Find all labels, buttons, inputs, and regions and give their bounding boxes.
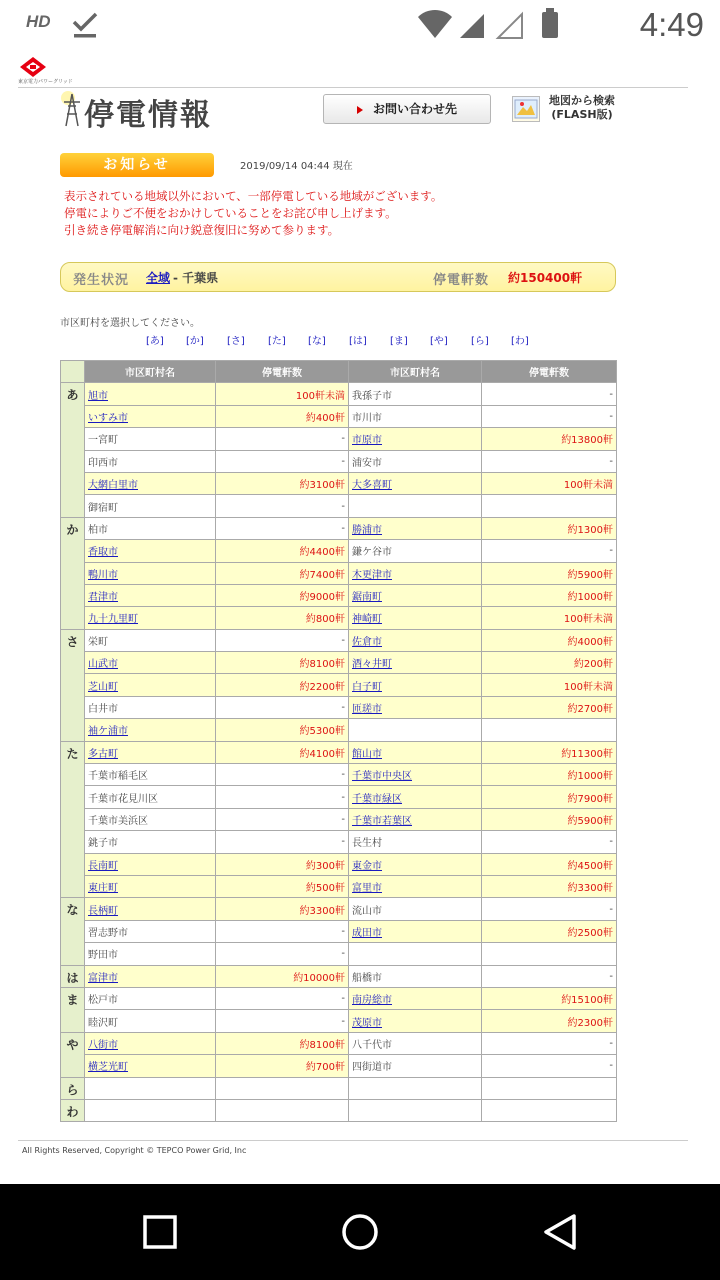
table-row <box>61 540 617 562</box>
outage-count: 約1000軒 <box>482 584 617 606</box>
outage-count: 100軒未満 <box>482 607 617 629</box>
outage-count: 約2200軒 <box>216 674 349 696</box>
empty-cell <box>349 1099 482 1121</box>
notice-line: 表示されている地域以外において、一部停電している地域がございます。 <box>64 189 443 203</box>
municipality-name[interactable]: 南房総市 <box>349 987 482 1009</box>
table-row <box>61 920 617 942</box>
table-row <box>61 629 617 651</box>
outage-count: - <box>482 1055 617 1077</box>
municipality-name[interactable]: 千葉市緑区 <box>349 786 482 808</box>
page-title: 停電情報 <box>84 98 212 133</box>
municipality-name[interactable]: 鋸南町 <box>349 584 482 606</box>
kana-group-cell: か <box>61 517 85 629</box>
municipality-name[interactable]: 茂原市 <box>349 1010 482 1032</box>
outage-count-label: 停電軒数 <box>433 273 490 288</box>
logo-text: 東京電力パワーグリッド <box>18 79 73 85</box>
outage-info-page <box>0 52 720 1184</box>
outage-count: 約5300軒 <box>216 719 349 741</box>
kana-link-ya[interactable]: [や] <box>430 336 448 347</box>
outage-count: 約3300軒 <box>482 875 617 897</box>
download-done-icon <box>70 8 100 40</box>
municipality-name[interactable]: 山武市 <box>85 652 216 674</box>
outage-count: - <box>216 987 349 1009</box>
power-tower-icon <box>60 90 84 128</box>
municipality-name: 千葉市花見川区 <box>85 786 216 808</box>
outage-count: - <box>216 495 349 517</box>
municipality-name: 浦安市 <box>349 450 482 472</box>
municipality-name: 我孫子市 <box>349 383 482 405</box>
outage-count: 100軒未満 <box>482 674 617 696</box>
outage-count: - <box>482 1032 617 1054</box>
table-row <box>61 428 617 450</box>
municipality-name[interactable]: 九十九里町 <box>85 607 216 629</box>
kana-group-cell: わ <box>61 1099 85 1121</box>
outage-count: 約1000軒 <box>482 764 617 786</box>
notice-line: 停電によりご不便をおかけしていることをお詫び申し上げます。 <box>64 206 397 220</box>
map-search-label: 地図から検索 <box>549 94 615 107</box>
municipality-name: 千葉市美浜区 <box>85 808 216 830</box>
table-row <box>61 764 617 786</box>
empty-cell <box>482 1077 617 1099</box>
select-prompt: 市区町村を選択してください。 <box>60 318 200 329</box>
map-search-text <box>544 94 620 122</box>
kana-link-ra[interactable]: [ら] <box>471 336 489 347</box>
outage-count: 約7900軒 <box>482 786 617 808</box>
outage-count: - <box>482 965 617 987</box>
outage-count: 約500軒 <box>216 875 349 897</box>
outage-count: 約3300軒 <box>216 898 349 920</box>
municipality-name[interactable]: 大多喜町 <box>349 472 482 494</box>
kana-index-nav <box>146 332 546 346</box>
notice-line: 引き続き停電解消に向け鋭意復旧に努めて参ります。 <box>64 223 340 237</box>
tepco-logo-icon <box>18 56 48 78</box>
notice-badge: お知らせ <box>60 153 214 177</box>
outage-count: - <box>216 450 349 472</box>
clock: 4:49 <box>639 6 704 43</box>
all-areas-link[interactable]: 全域 <box>146 271 171 285</box>
table-row <box>61 943 617 965</box>
kana-group-cell: な <box>61 898 85 965</box>
outage-count: 約11300軒 <box>482 741 617 763</box>
table-row <box>61 1099 617 1121</box>
table-header-row <box>61 361 617 383</box>
municipality-name[interactable]: 勝浦市 <box>349 517 482 539</box>
municipality-name[interactable]: 大網白里市 <box>85 472 216 494</box>
table-row <box>61 853 617 875</box>
municipality-name[interactable]: 香取市 <box>85 540 216 562</box>
kana-link-sa[interactable]: [さ] <box>227 336 245 347</box>
outage-count: - <box>482 831 617 853</box>
table-row <box>61 607 617 629</box>
kana-link-ma[interactable]: [ま] <box>390 336 408 347</box>
table-row <box>61 562 617 584</box>
kana-link-na[interactable]: [な] <box>308 336 326 347</box>
table-row <box>61 652 617 674</box>
municipality-name[interactable]: 袖ケ浦市 <box>85 719 216 741</box>
kana-link-a[interactable]: [あ] <box>146 336 164 347</box>
municipality-name[interactable]: 鴨川市 <box>85 562 216 584</box>
outage-count: 約15100軒 <box>482 987 617 1009</box>
empty-cell <box>482 719 617 741</box>
empty-cell <box>349 719 482 741</box>
municipality-name: 印西市 <box>85 450 216 472</box>
table-row <box>61 1032 617 1054</box>
empty-cell <box>216 1099 349 1121</box>
outage-count: 約800軒 <box>216 607 349 629</box>
kana-group-cell: あ <box>61 383 85 517</box>
empty-cell <box>349 943 482 965</box>
outage-count: 100軒未満 <box>216 383 349 405</box>
table-row <box>61 696 617 718</box>
outage-count: - <box>216 808 349 830</box>
municipality-name: 睦沢町 <box>85 1010 216 1032</box>
empty-cell <box>482 1099 617 1121</box>
outage-count: 約5900軒 <box>482 808 617 830</box>
contact-button-label: お問い合わせ先 <box>372 102 457 116</box>
municipality-name[interactable]: 成田市 <box>349 920 482 942</box>
column-header-count: 停電軒数 <box>216 361 349 383</box>
map-search-link[interactable] <box>512 94 622 126</box>
back-icon[interactable] <box>540 1212 580 1252</box>
outage-status-summary <box>60 262 616 292</box>
municipality-name: 市川市 <box>349 405 482 427</box>
outage-count: 約10000軒 <box>216 965 349 987</box>
table-row <box>61 831 617 853</box>
outage-count: - <box>216 764 349 786</box>
column-header-count: 停電軒数 <box>482 361 617 383</box>
kana-group-cell: ら <box>61 1077 85 1099</box>
status-bar <box>0 0 720 52</box>
table-row <box>61 898 617 920</box>
municipality-name: 一宮町 <box>85 428 216 450</box>
municipality-table <box>60 360 617 1122</box>
municipality-name[interactable]: 酒々井町 <box>349 652 482 674</box>
outage-count: - <box>482 540 617 562</box>
table-row <box>61 495 617 517</box>
empty-cell <box>85 1099 216 1121</box>
outage-count: 約4100軒 <box>216 741 349 763</box>
arrow-right-icon <box>357 106 363 114</box>
hd-indicator: HD <box>26 12 51 31</box>
municipality-name[interactable]: いすみ市 <box>85 405 216 427</box>
column-header-name: 市区町村名 <box>85 361 216 383</box>
municipality-name: 流山市 <box>349 898 482 920</box>
empty-cell <box>349 495 482 517</box>
outage-count: - <box>216 786 349 808</box>
municipality-name[interactable]: 富津市 <box>85 965 216 987</box>
outage-count: - <box>482 898 617 920</box>
municipality-name[interactable]: 白子町 <box>349 674 482 696</box>
municipality-name: 松戸市 <box>85 987 216 1009</box>
municipality-name[interactable]: 富里市 <box>349 875 482 897</box>
municipality-name: 鎌ケ谷市 <box>349 540 482 562</box>
kana-link-ha[interactable]: [は] <box>349 336 367 347</box>
home-icon[interactable] <box>340 1212 380 1252</box>
outage-count: 約400軒 <box>216 405 349 427</box>
municipality-name: 習志野市 <box>85 920 216 942</box>
municipality-name[interactable]: 木更津市 <box>349 562 482 584</box>
outage-count: 約5900軒 <box>482 562 617 584</box>
municipality-name: 八千代市 <box>349 1032 482 1054</box>
empty-cell <box>85 1077 216 1099</box>
outage-count: 約9000軒 <box>216 584 349 606</box>
outage-count: 100軒未満 <box>482 472 617 494</box>
outage-count: - <box>216 629 349 651</box>
outage-count: - <box>216 517 349 539</box>
outage-count: - <box>482 450 617 472</box>
table-row <box>61 584 617 606</box>
table-row <box>61 674 617 696</box>
municipality-name[interactable]: 旭市 <box>85 383 216 405</box>
tepco-logo[interactable] <box>18 56 73 86</box>
table-header-corner <box>61 361 85 383</box>
outage-count: - <box>216 920 349 942</box>
kana-group-cell: た <box>61 741 85 898</box>
municipality-name: 四街道市 <box>349 1055 482 1077</box>
kana-group-cell: ま <box>61 987 85 1032</box>
table-row <box>61 808 617 830</box>
municipality-name: 栄町 <box>85 629 216 651</box>
empty-cell <box>349 1077 482 1099</box>
map-icon <box>512 96 540 122</box>
municipality-name: 船橋市 <box>349 965 482 987</box>
table-body <box>61 383 617 1122</box>
outage-count: 約200軒 <box>482 652 617 674</box>
table-row <box>61 472 617 494</box>
outage-count: - <box>216 428 349 450</box>
outage-count: 約4400軒 <box>216 540 349 562</box>
signal-wifi-battery-icons <box>416 8 576 40</box>
outage-count: 約700軒 <box>216 1055 349 1077</box>
kana-link-wa[interactable]: [わ] <box>511 336 529 347</box>
empty-cell <box>216 1077 349 1099</box>
table-row <box>61 1010 617 1032</box>
municipality-name[interactable]: 佐倉市 <box>349 629 482 651</box>
municipality-name[interactable]: 八街市 <box>85 1032 216 1054</box>
municipality-name[interactable]: 館山市 <box>349 741 482 763</box>
copyright-text: All Rights Reserved, Copyright © TEPCO Power Grid, Inc <box>22 1146 247 1155</box>
outage-count: 約8100軒 <box>216 652 349 674</box>
municipality-name[interactable]: 長南町 <box>85 853 216 875</box>
municipality-name[interactable]: 匝瑳市 <box>349 696 482 718</box>
table-row <box>61 1077 617 1099</box>
kana-group-cell: は <box>61 965 85 987</box>
outage-count: 約1300軒 <box>482 517 617 539</box>
prefecture-label: - 千葉県 <box>173 271 219 285</box>
empty-cell <box>482 495 617 517</box>
footer-divider <box>18 1140 688 1141</box>
android-nav-bar <box>0 1184 720 1280</box>
table-row <box>61 786 617 808</box>
municipality-name[interactable]: 多古町 <box>85 741 216 763</box>
table-row <box>61 517 617 539</box>
municipality-name[interactable]: 長柄町 <box>85 898 216 920</box>
outage-count: - <box>482 405 617 427</box>
table-row <box>61 1055 617 1077</box>
header-divider <box>18 87 688 88</box>
table-row <box>61 875 617 897</box>
column-header-name: 市区町村名 <box>349 361 482 383</box>
municipality-name: 御宿町 <box>85 495 216 517</box>
kana-link-ka[interactable]: [か] <box>186 336 204 347</box>
outage-count: - <box>216 1010 349 1032</box>
municipality-name[interactable]: 千葉市若葉区 <box>349 808 482 830</box>
municipality-name[interactable]: 千葉市中央区 <box>349 764 482 786</box>
outage-count: 約2300軒 <box>482 1010 617 1032</box>
notice-timestamp: 2019/09/14 04:44 現在 <box>240 161 353 172</box>
kana-link-ta[interactable]: [た] <box>268 336 286 347</box>
municipality-name: 千葉市稲毛区 <box>85 764 216 786</box>
outage-count-value: 約150400軒 <box>508 271 583 285</box>
outage-count: 約4000軒 <box>482 629 617 651</box>
recent-apps-icon[interactable] <box>140 1212 180 1252</box>
outage-count: 約13800軒 <box>482 428 617 450</box>
outage-count: 約7400軒 <box>216 562 349 584</box>
municipality-name[interactable]: 君津市 <box>85 584 216 606</box>
outage-count: 約2500軒 <box>482 920 617 942</box>
table-row <box>61 719 617 741</box>
table-row <box>61 450 617 472</box>
outage-count: 約300軒 <box>216 853 349 875</box>
outage-count: 約4500軒 <box>482 853 617 875</box>
municipality-name[interactable]: 東庄町 <box>85 875 216 897</box>
outage-count: - <box>216 943 349 965</box>
notice-message <box>64 188 442 239</box>
occurrence-label: 発生状況 <box>73 273 130 288</box>
table-row <box>61 405 617 427</box>
outage-count: 約3100軒 <box>216 472 349 494</box>
municipality-name[interactable]: 横芝光町 <box>85 1055 216 1077</box>
empty-cell <box>482 943 617 965</box>
outage-count: - <box>216 831 349 853</box>
municipality-name[interactable]: 芝山町 <box>85 674 216 696</box>
table-row <box>61 383 617 405</box>
municipality-name[interactable]: 東金市 <box>349 853 482 875</box>
outage-count: 約2700軒 <box>482 696 617 718</box>
kana-group-cell: や <box>61 1032 85 1077</box>
kana-group-cell: さ <box>61 629 85 741</box>
municipality-name[interactable]: 神崎町 <box>349 607 482 629</box>
outage-count: 約8100軒 <box>216 1032 349 1054</box>
outage-count: - <box>482 383 617 405</box>
table-row <box>61 987 617 1009</box>
municipality-name: 野田市 <box>85 943 216 965</box>
municipality-name: 柏市 <box>85 517 216 539</box>
outage-count: - <box>216 696 349 718</box>
municipality-name: 白井市 <box>85 696 216 718</box>
contact-button[interactable] <box>323 94 491 124</box>
municipality-name: 長生村 <box>349 831 482 853</box>
municipality-name: 銚子市 <box>85 831 216 853</box>
municipality-name[interactable]: 市原市 <box>349 428 482 450</box>
table-row <box>61 741 617 763</box>
table-row <box>61 965 617 987</box>
map-search-flash-label: (FLASH版) <box>551 108 613 121</box>
